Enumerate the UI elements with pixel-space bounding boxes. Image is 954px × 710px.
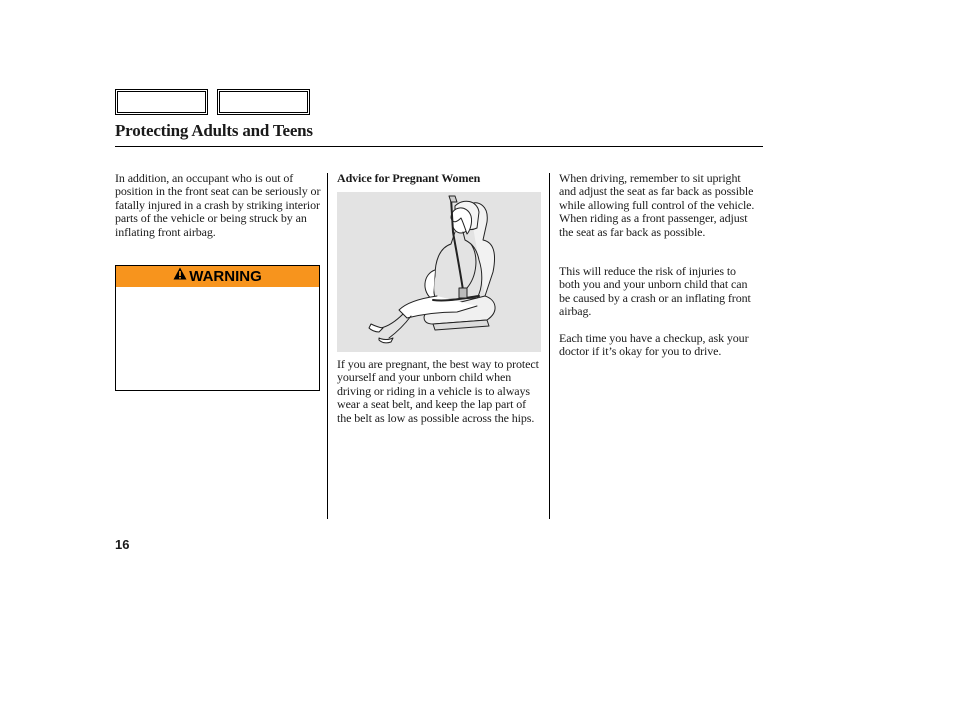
nav-tab-box-1[interactable] [115,89,208,115]
seat-position-paragraph: When driving, remember to sit upright and adjust the seat as far back as possible while allowing full control of the vehicle. When riding as a front passenger, adjust the seat as far back as possible. [559,171,755,239]
warning-label: WARNING [189,268,262,285]
warning-header-bar [116,266,319,287]
nav-tab-box-2[interactable] [217,89,310,115]
page-title: Protecting Adults and Teens [115,121,313,140]
warning-triangle-icon [173,267,187,285]
column-divider-2 [549,173,550,519]
warning-box [115,265,320,391]
airbag-risk-paragraph: In addition, an occupant who is out of position in the front seat can be seriously or fatally injured in a crash by striking interior parts of the vehicle or being struck by an inflating front airbag. [115,171,321,239]
page-number: 16 [115,537,130,552]
doctor-checkup-paragraph: Each time you have a checkup, ask your doctor if it’s okay for you to drive. [559,331,749,359]
pregnant-woman-seatbelt-illustration [337,192,541,352]
pregnancy-seatbelt-paragraph: If you are pregnant, the best way to protect yourself and your unborn child when driving or riding in a vehicle is to always wear a seat belt, and keep the lap part of the belt as low as possible across the hips. [337,357,539,425]
column-divider-1 [327,173,328,519]
title-divider [115,146,763,147]
section-heading: Advice for Pregnant Women [337,171,481,185]
injury-risk-paragraph: This will reduce the risk of injuries to both you and your unborn child that can be caused by a crash or an inflating front airbag. [559,264,751,319]
